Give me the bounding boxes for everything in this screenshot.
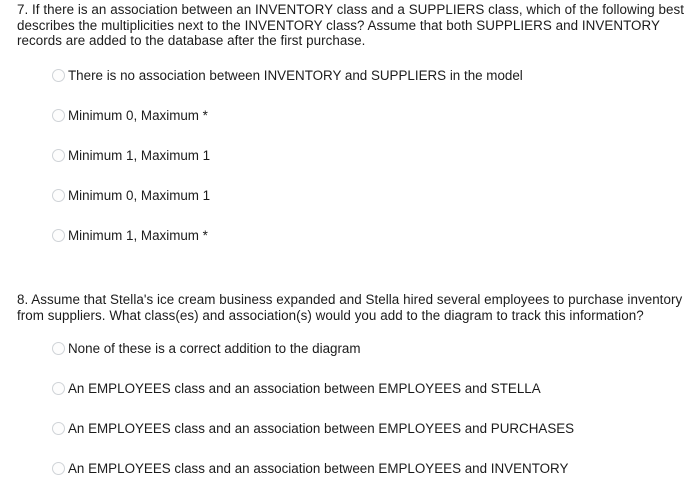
option-label: Minimum 0, Maximum * [68,108,208,123]
radio-button[interactable] [52,229,65,242]
question-7-text: 7. If there is an association between an INVENTORY class and a SUPPLIERS class, which of the following best describes the multiplicities next to the INVENTORY class? Assume that both SUPPLIERS and INVENTORY records are added to the database after the first purchase. [17,2,685,48]
option-label: There is no association between INVENTORY and SUPPLIERS in the model [68,68,523,83]
option-label: An EMPLOYEES class and an association between EMPLOYEES and STELLA [68,380,541,396]
question-7-option-2[interactable] [52,107,208,125]
question-8-option-2[interactable] [52,379,541,397]
question-8-option-3[interactable] [52,419,574,437]
question-8-text: 8. Assume that Stella's ice cream business expanded and Stella hired several employees to purchase inventory from suppliers. What class(es) and association(s) would you add to the diagram to track this information? [17,292,683,323]
option-label: Minimum 0, Maximum 1 [68,188,211,203]
radio-button[interactable] [52,189,65,202]
question-7-option-1[interactable] [52,67,523,85]
question-8 [17,292,687,476]
question-8-option-1[interactable] [52,339,361,357]
radio-button[interactable] [52,382,65,395]
option-label: An EMPLOYEES class and an association between EMPLOYEES and PURCHASES [68,420,575,436]
question-7 [17,2,687,243]
radio-button[interactable] [52,462,65,475]
option-label: An EMPLOYEES class and an association between EMPLOYEES and INVENTORY [68,460,569,476]
question-7-option-3[interactable] [52,147,210,165]
question-7-option-5[interactable] [52,227,208,245]
radio-button[interactable] [52,109,65,122]
option-label: None of these is a correct addition to the diagram [68,340,361,356]
radio-button[interactable] [52,422,65,435]
radio-button[interactable] [52,342,65,355]
radio-button[interactable] [52,69,65,82]
radio-button[interactable] [52,149,65,162]
question-8-option-4[interactable] [52,459,568,477]
question-7-option-4[interactable] [52,187,210,205]
option-label: Minimum 1, Maximum 1 [68,148,211,163]
option-label: Minimum 1, Maximum * [68,228,208,243]
